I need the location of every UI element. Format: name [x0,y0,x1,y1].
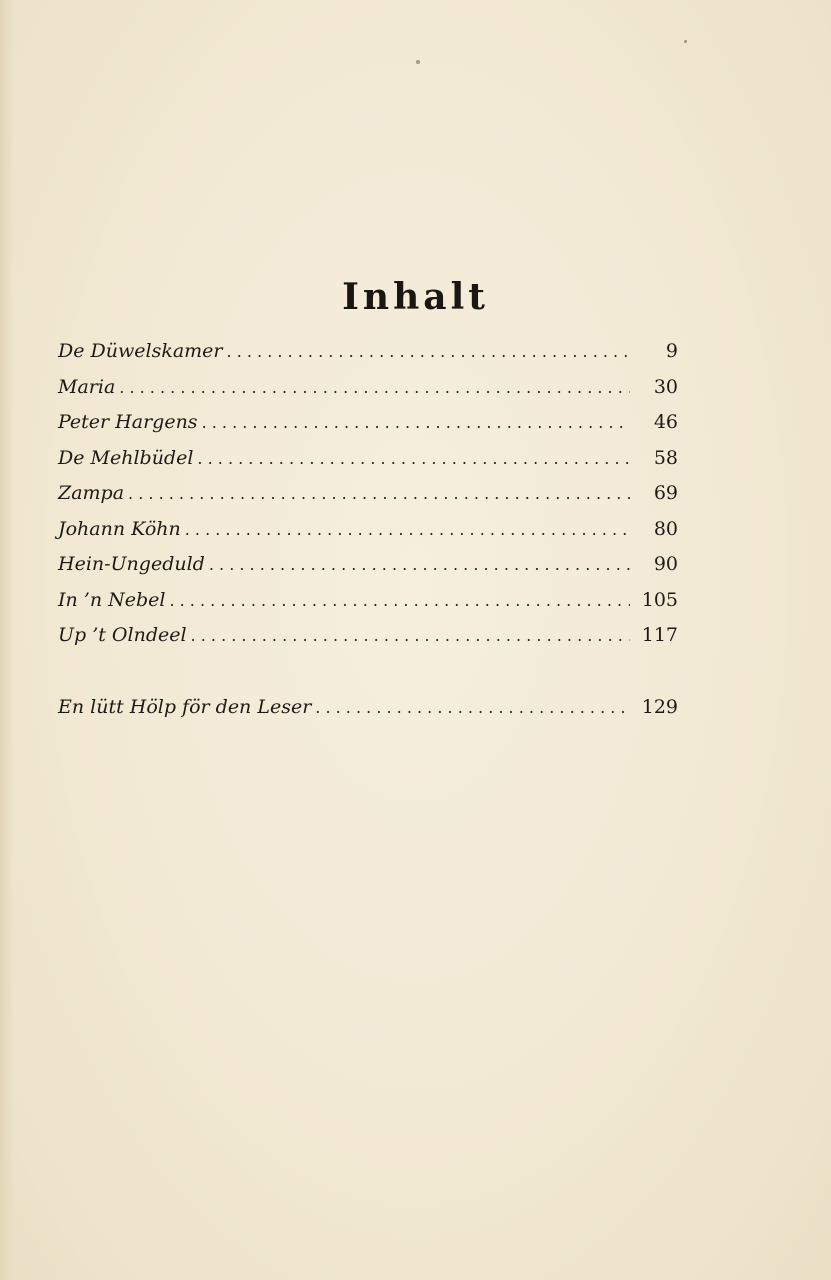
toc-entry-page: 30 [653,375,678,398]
toc-entry-page: 46 [653,411,678,433]
dot-leader [185,520,630,539]
toc-entry [58,447,678,483]
toc-entry-page: 117 [641,624,678,646]
toc-entry [58,340,678,376]
dot-leader [197,449,630,468]
dot-leader [227,342,630,361]
dot-leader [128,484,630,503]
toc-entry-label: Maria [58,375,116,398]
toc-entry [58,376,678,412]
toc-entry-page: 129 [641,695,678,718]
toc-entry-label: Peter Hargens [58,411,198,433]
dot-leader [191,626,630,645]
toc-entry-label: Up ’t Olndeel [58,624,187,646]
toc-entry-page: 58 [653,446,678,469]
toc-entry-page: 9 [665,340,678,362]
toc-entry-page: 90 [653,553,678,575]
toc-appendix-entry [58,696,678,732]
table-of-contents [58,340,678,731]
toc-entry [58,411,678,447]
toc-entry [58,624,678,660]
toc-entry [58,482,678,518]
toc-entry-label: De Mehlbüdel [58,446,194,469]
dot-leader [119,378,630,397]
dot-leader [169,591,630,610]
toc-entry [58,553,678,589]
dot-leader [315,698,630,717]
paper-speck [416,60,420,64]
toc-entry-label: En lütt Hölp för den Leser [58,695,312,718]
dot-leader [209,555,630,574]
page-edge [0,0,14,1280]
toc-spacer [58,660,678,696]
toc-entry-label: Zampa [58,482,125,504]
toc-entry-page: 105 [641,588,678,611]
page-title: Inhalt [342,276,489,318]
toc-entry-page: 69 [653,482,678,504]
dot-leader [202,413,630,432]
toc-entry-label: De Düwelskamer [58,340,223,362]
toc-entry-page: 80 [653,517,678,540]
toc-entry [58,589,678,625]
paper-speck [684,40,687,43]
toc-entry-label: Johann Köhn [58,517,181,540]
toc-entry-label: Hein-Ungeduld [58,553,205,575]
toc-entry [58,518,678,554]
toc-entry-label: In ’n Nebel [58,588,166,611]
